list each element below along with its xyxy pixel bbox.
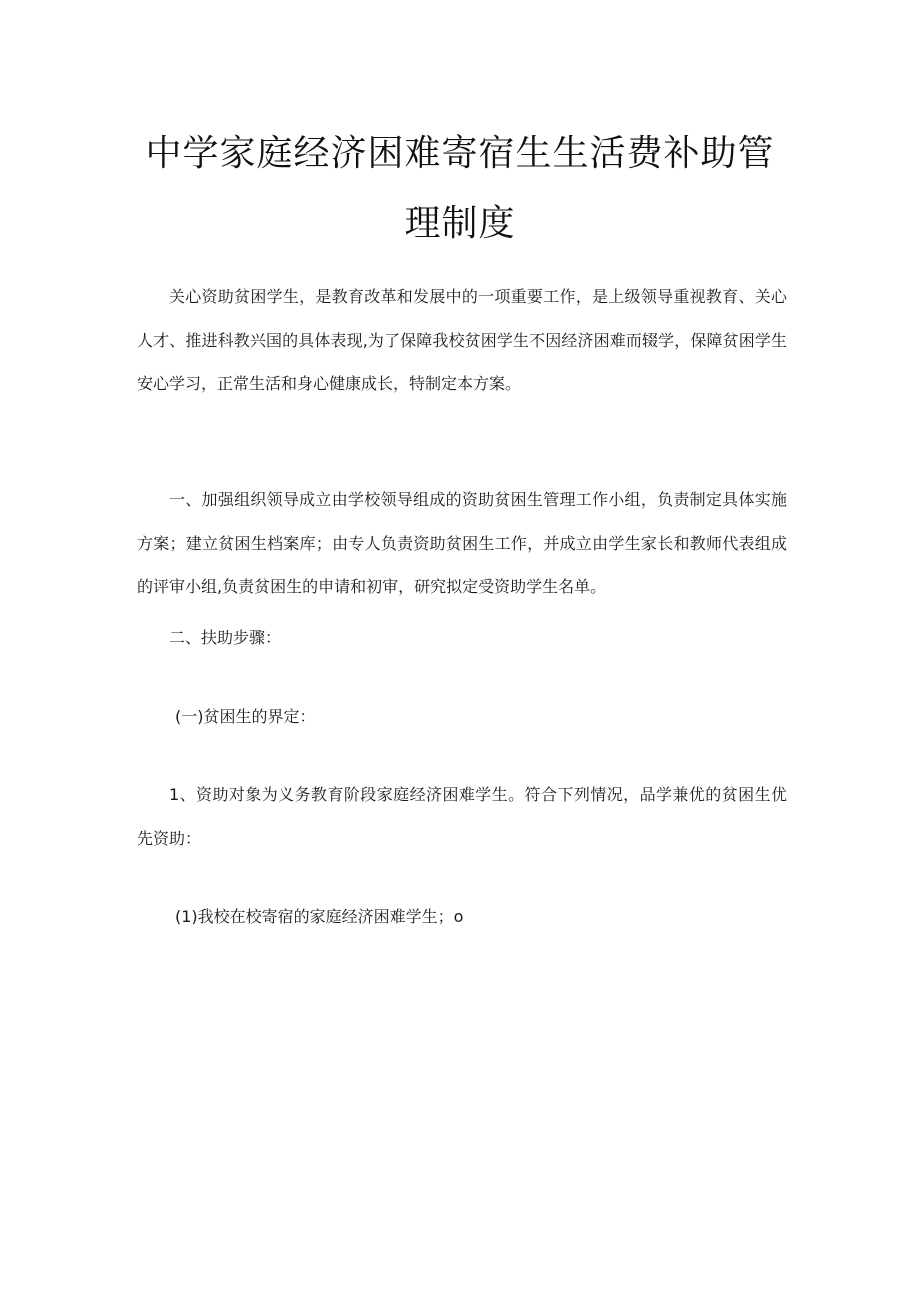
item-one-one-paragraph: (1)我校在校寄宿的家庭经济困难学生；o <box>175 907 464 926</box>
intro-paragraph: 关心资助贫困学生，是教育改革和发展中的一项重要工作，是上级领导重视教育、关心人才、推进科教兴国的具体表现,为了保障我校贫困学生不因经济困难而辍学，保障贫困学生安心学习，正常生活和身心健康成长，特制定本方案。 <box>137 287 787 393</box>
document-title-line-2: 理制度 <box>404 203 516 244</box>
section-two-heading: 二、扶助步骤： <box>169 628 282 647</box>
section-one-paragraph: 一、加强组织领导成立由学校领导组成的资助贫困生管理工作小组，负责制定具体实施方案；建立贫困生档案库；由专人负责资助贫困生工作，并成立由学生家长和教师代表组成的评审小组,负责贫困生的申请和初审，研究拟定受资助学生名单。 <box>137 490 787 596</box>
item-one-paragraph: 1、资助对象为义务教育阶段家庭经济困难学生。符合下列情况，品学兼优的贫困生优先资助： <box>137 785 787 848</box>
document-title-line-1: 中学家庭经济困难寄宿生生活费补助管 <box>145 133 775 174</box>
subsection-one-heading: (一)贫困生的界定： <box>175 707 316 726</box>
